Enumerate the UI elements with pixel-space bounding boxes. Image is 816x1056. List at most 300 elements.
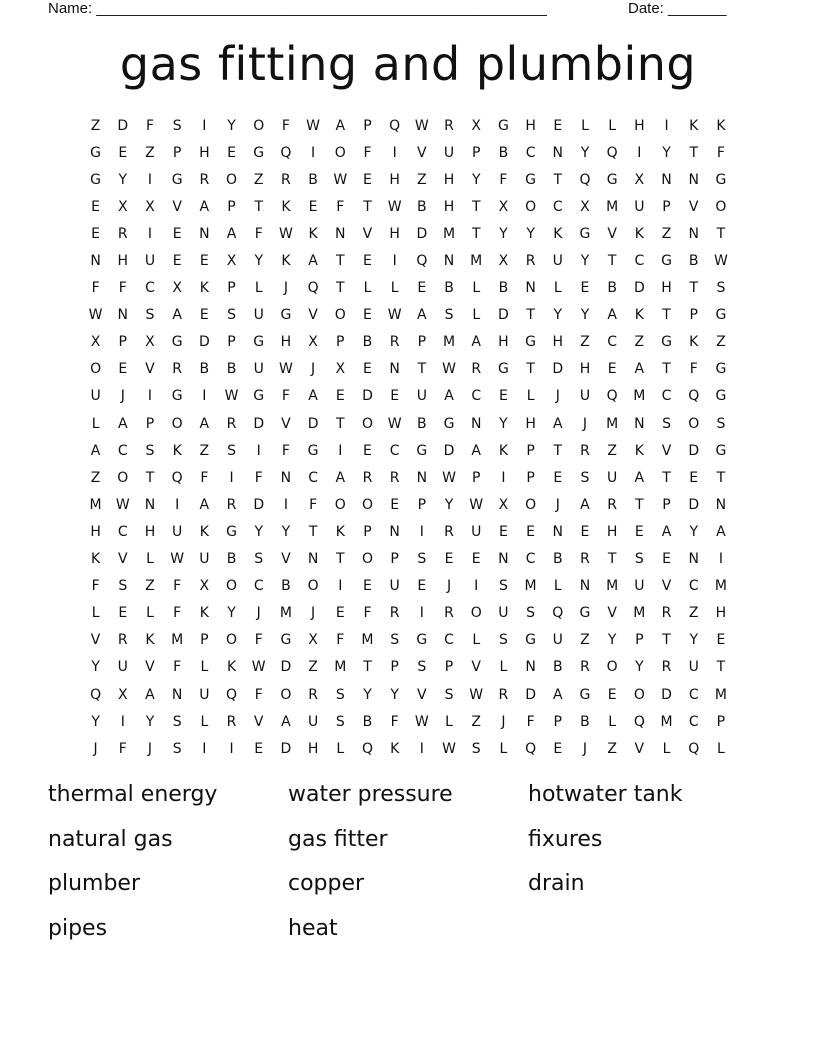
grid-letter: N (90, 253, 101, 270)
grid-letter: I (147, 225, 153, 242)
grid-letter: A (471, 442, 481, 459)
grid-letter: F (336, 632, 345, 649)
grid-letter: P (716, 713, 726, 730)
grid-letter: T (471, 198, 481, 215)
grid-letter: O (361, 415, 373, 432)
grid-letter: G (416, 632, 428, 649)
grid-letter: E (689, 469, 699, 486)
grid-letter: K (172, 442, 182, 459)
grid-letter: Z (607, 740, 617, 757)
grid-letter: E (118, 605, 128, 622)
grid-letter: W (115, 496, 130, 513)
grid-letter: X (498, 198, 509, 215)
grid-letter: S (254, 551, 264, 568)
grid-letter: R (389, 605, 400, 622)
grid-letter: O (90, 361, 102, 378)
grid-letter: Y (145, 713, 155, 730)
grid-letter: J (311, 361, 316, 378)
grid-letter: L (200, 713, 209, 730)
grid-letter: A (417, 307, 427, 324)
grid-letter: E (553, 740, 563, 757)
grid-letter: K (689, 117, 699, 134)
grid-row (82, 654, 735, 681)
grid-letter: H (443, 198, 455, 215)
grid-letter: A (580, 496, 590, 513)
grid-letter: L (91, 415, 100, 432)
grid-letter: E (363, 578, 372, 595)
grid-letter: F (390, 713, 399, 730)
grid-letter: Q (361, 740, 373, 757)
grid-letter: J (256, 605, 261, 622)
grid-letter: P (363, 523, 372, 540)
grid-letter: T (607, 551, 617, 568)
grid-letter: G (280, 632, 292, 649)
grid-letter: P (390, 551, 399, 568)
page-title: gas fitting and plumbing (119, 37, 697, 91)
grid-letter: E (526, 523, 536, 540)
grid-letter: W (414, 117, 429, 134)
grid-letter: E (444, 551, 454, 568)
grid-letter: R (281, 171, 291, 188)
grid-letter: P (526, 442, 535, 459)
grid-letter: B (281, 578, 291, 595)
grid-letter: G (525, 334, 537, 351)
word-list-item: heat (288, 915, 338, 941)
word-list-item: thermal energy (48, 782, 218, 807)
grid-letter: E (308, 198, 318, 215)
grid-letter: H (280, 334, 292, 351)
grid-letter: V (607, 225, 617, 242)
grid-letter: S (498, 632, 508, 649)
grid-letter: N (715, 496, 727, 513)
grid-letter: S (662, 415, 671, 432)
grid-letter: X (226, 253, 237, 270)
grid-letter: D (117, 117, 129, 134)
grid-letter: T (662, 632, 671, 649)
grid-letter: C (117, 442, 128, 459)
grid-letter: Q (307, 280, 319, 297)
grid-letter: Z (90, 117, 101, 134)
grid-letter: Y (91, 659, 100, 676)
grid-letter: D (307, 415, 319, 432)
grid-letter: Y (363, 686, 372, 703)
grid-letter: N (335, 225, 346, 242)
grid-letter: K (199, 523, 209, 540)
grid-letter: P (526, 469, 535, 486)
grid-letter: P (553, 713, 562, 730)
grid-letter: T (471, 225, 481, 242)
grid-letter: Q (280, 144, 292, 161)
grid-letter: B (498, 280, 509, 297)
grid-letter: E (91, 225, 101, 242)
grid-letter: Z (580, 632, 590, 649)
grid-letter: P (172, 144, 182, 161)
grid-letter: Q (688, 740, 700, 757)
grid-letter: B (552, 659, 563, 676)
grid-letter: S (417, 551, 427, 568)
grid-letter: A (199, 415, 210, 432)
grid-row (82, 573, 735, 600)
grid-letter: J (311, 605, 316, 622)
grid-letter: D (661, 686, 672, 703)
grid-letter: L (553, 280, 562, 297)
grid-letter: L (472, 632, 481, 649)
grid-letter: I (147, 388, 153, 405)
grid-letter: I (283, 496, 288, 513)
grid-letter: I (419, 605, 424, 622)
grid-letter: U (607, 469, 618, 486)
grid-letter: L (254, 280, 263, 297)
word-list-item: hotwater tank (528, 782, 683, 807)
grid-letter: Q (171, 469, 183, 486)
grid-letter: R (362, 469, 373, 486)
grid-letter: V (281, 415, 291, 432)
grid-letter: U (144, 253, 156, 270)
grid-letter: J (582, 415, 588, 432)
grid-letter: P (227, 280, 236, 297)
word-list (48, 778, 768, 956)
grid-letter: S (716, 415, 726, 432)
grid-letter: U (416, 388, 427, 405)
grid-letter: G (443, 415, 455, 432)
grid-letter: E (553, 469, 563, 486)
grid-letter: V (417, 686, 427, 703)
grid-letter: G (171, 388, 183, 405)
grid-letter: E (91, 198, 101, 215)
grid-letter: B (444, 280, 454, 297)
grid-row (82, 220, 735, 247)
grid-letter: U (199, 686, 210, 703)
grid-letter: H (715, 605, 727, 622)
grid-letter: G (497, 361, 509, 378)
grid-letter: Y (580, 307, 590, 324)
grid-letter: V (253, 713, 264, 730)
grid-letter: X (145, 198, 155, 215)
grid-letter: J (283, 280, 288, 297)
grid-letter: B (688, 253, 699, 270)
grid-letter: Z (308, 659, 318, 676)
grid-letter: J (147, 740, 153, 757)
grid-letter: E (580, 280, 590, 297)
grid-letter: N (688, 551, 699, 568)
grid-letter: V (607, 605, 617, 622)
grid-letter: Y (91, 713, 100, 730)
grid-letter: Q (579, 171, 591, 188)
grid-letter: E (199, 307, 209, 324)
grid-letter: X (308, 334, 318, 351)
grid-letter: S (145, 442, 155, 459)
grid-letter: N (498, 551, 509, 568)
grid-letter: I (392, 253, 397, 270)
grid-row (82, 627, 735, 654)
grid-letter: A (172, 307, 182, 324)
grid-letter: D (280, 740, 292, 757)
grid-letter: X (90, 334, 101, 351)
grid-letter: E (716, 632, 726, 649)
grid-letter: U (688, 659, 699, 676)
grid-letter: G (579, 686, 591, 703)
grid-letter: A (308, 388, 318, 405)
grid-letter: O (525, 198, 537, 215)
grid-letter: A (552, 686, 563, 703)
grid-letter: R (389, 334, 400, 351)
grid-letter: K (281, 198, 291, 215)
grid-letter: E (363, 171, 372, 188)
grid-letter: I (338, 442, 343, 459)
grid-letter: F (526, 713, 535, 730)
grid-letter: R (471, 361, 482, 378)
grid-letter: Y (607, 632, 617, 649)
grid-letter: F (173, 659, 182, 676)
name-field-label[interactable]: Name: ______________________________________________________ (48, 0, 547, 17)
grid-letter: D (253, 496, 265, 513)
grid-letter: E (498, 388, 508, 405)
grid-letter: B (607, 280, 617, 297)
grid-letter: F (254, 225, 263, 242)
grid-letter: P (336, 334, 345, 351)
grid-letter: S (444, 686, 454, 703)
grid-letter: K (91, 551, 101, 568)
grid-letter: D (498, 307, 509, 324)
grid-letter: B (226, 551, 237, 568)
grid-letter: R (444, 523, 454, 540)
grid-letter: F (91, 280, 100, 297)
grid-letter: L (499, 659, 508, 676)
grid-letter: P (145, 415, 155, 432)
header (48, 0, 748, 20)
grid-letter: N (199, 225, 210, 242)
grid-letter: U (552, 253, 563, 270)
grid-letter: P (471, 144, 481, 161)
grid-letter: G (525, 632, 537, 649)
grid-letter: L (363, 280, 372, 297)
grid-letter: F (173, 578, 182, 595)
grid-letter: E (607, 361, 617, 378)
grid-letter: I (229, 740, 234, 757)
grid-letter: A (552, 415, 563, 432)
grid-letter: L (608, 117, 617, 134)
grid-letter: U (172, 523, 183, 540)
grid-letter: P (662, 496, 671, 513)
grid-letter: K (716, 117, 726, 134)
grid-letter: F (173, 605, 182, 622)
grid-row (82, 546, 735, 573)
grid-letter: P (227, 334, 236, 351)
grid-letter: G (497, 117, 509, 134)
grid-letter: Z (145, 144, 155, 161)
grid-letter: I (664, 117, 669, 134)
grid-letter: Z (199, 442, 210, 459)
grid-row (82, 112, 735, 139)
grid-letter: C (444, 632, 454, 649)
grid-letter: F (336, 198, 345, 215)
grid-letter: H (634, 117, 645, 134)
grid-letter: Q (552, 605, 564, 622)
grid-letter: W (278, 225, 293, 242)
grid-letter: R (389, 469, 400, 486)
grid-letter: K (553, 225, 563, 242)
grid-letter: O (307, 578, 319, 595)
grid-letter: B (199, 361, 210, 378)
grid-letter: Q (525, 740, 537, 757)
grid-letter: E (553, 117, 563, 134)
grid-letter: Y (580, 253, 590, 270)
grid-letter: A (308, 253, 318, 270)
grid-letter: Y (662, 144, 671, 161)
grid-letter: D (443, 442, 455, 459)
grid-letter: U (389, 578, 400, 595)
grid-letter: C (525, 144, 536, 161)
grid-letter: J (93, 740, 98, 757)
grid-letter: S (471, 740, 481, 757)
grid-letter: A (199, 198, 210, 215)
grid-letter: P (471, 469, 481, 486)
grid-letter: R (172, 361, 183, 378)
grid-letter: S (444, 307, 454, 324)
grid-letter: N (661, 171, 672, 188)
grid-letter: N (688, 171, 699, 188)
grid-letter: Y (227, 117, 236, 134)
grid-letter: Y (689, 523, 698, 540)
grid-letter: K (281, 253, 291, 270)
grid-letter: H (525, 415, 536, 432)
grid-letter: Z (716, 334, 726, 351)
grid-letter: L (336, 740, 345, 757)
grid-letter: O (715, 198, 727, 215)
grid-letter: U (498, 605, 509, 622)
grid-letter: E (417, 280, 427, 297)
grid-letter: V (117, 551, 128, 568)
grid-letter: T (716, 225, 726, 242)
grid-letter: Y (390, 686, 399, 703)
grid-letter: Y (281, 523, 291, 540)
grid-letter: M (442, 334, 456, 351)
date-field-label[interactable]: Date: _______ (628, 0, 727, 17)
grid-letter: O (361, 551, 373, 568)
grid-letter: L (472, 307, 481, 324)
grid-letter: Y (689, 632, 698, 649)
grid-letter: R (525, 253, 536, 270)
grid-letter: P (390, 659, 399, 676)
grid-letter: M (660, 713, 673, 730)
grid-letter: F (499, 171, 508, 188)
grid-letter: T (662, 307, 671, 324)
grid-letter: Y (444, 496, 454, 513)
grid-row (82, 247, 735, 274)
grid-letter: O (606, 659, 618, 676)
grid-letter: B (580, 713, 590, 730)
grid-letter: J (555, 496, 560, 513)
grid-letter: M (171, 632, 184, 649)
grid-letter: R (226, 713, 237, 730)
grid-letter: M (606, 198, 619, 215)
grid-letter: W (387, 307, 402, 324)
grid-letter: O (226, 632, 238, 649)
grid-letter: F (254, 632, 263, 649)
grid-letter: T (363, 659, 372, 676)
grid-row (82, 193, 735, 220)
grid-letter: L (146, 605, 154, 622)
grid-letter: B (552, 551, 563, 568)
grid-letter: F (254, 686, 263, 703)
word-list-item: fixures (528, 826, 603, 852)
grid-letter: C (525, 551, 536, 568)
grid-letter: D (552, 361, 564, 378)
grid-letter: D (253, 415, 265, 432)
grid-letter: F (281, 117, 290, 134)
grid-row (82, 139, 735, 166)
grid-letter: K (199, 280, 209, 297)
grid-letter: Z (607, 442, 617, 459)
grid-letter: M (361, 632, 374, 649)
grid-letter: Z (688, 605, 699, 622)
grid-letter: W (224, 388, 239, 405)
grid-letter: R (117, 632, 128, 649)
grid-letter: G (715, 442, 727, 459)
grid-letter: W (469, 686, 484, 703)
grid-row (82, 464, 735, 491)
grid-letter: R (607, 496, 618, 513)
grid-letter: N (117, 307, 129, 324)
grid-letter: W (333, 171, 348, 188)
grid-letter: N (171, 686, 183, 703)
grid-letter: X (498, 253, 509, 270)
grid-letter: O (633, 686, 645, 703)
grid-letter: M (633, 388, 646, 405)
grid-letter: P (363, 117, 372, 134)
grid-letter: Q (226, 686, 238, 703)
grid-letter: F (254, 469, 263, 486)
grid-letter: T (145, 469, 155, 486)
grid-letter: T (662, 361, 671, 378)
word-search-grid (82, 112, 735, 762)
grid-letter: N (552, 523, 564, 540)
grid-letter: X (580, 198, 590, 215)
grid-letter: L (553, 578, 562, 595)
grid-letter: E (390, 496, 400, 513)
grid-letter: M (714, 578, 727, 595)
grid-letter: A (607, 307, 617, 324)
grid-letter: B (417, 198, 427, 215)
grid-letter: R (199, 171, 210, 188)
grid-letter: T (689, 280, 698, 297)
grid-letter: T (607, 253, 617, 270)
grid-letter: S (335, 713, 345, 730)
grid-letter: R (308, 686, 318, 703)
grid-letter: C (634, 253, 645, 270)
grid-letter: H (90, 523, 101, 540)
grid-letter: I (718, 551, 723, 568)
grid-letter: Z (661, 225, 672, 242)
grid-letter: R (580, 551, 590, 568)
grid-letter: V (471, 659, 481, 676)
grid-letter: X (117, 198, 128, 215)
grid-letter: Y (471, 171, 481, 188)
grid-letter: V (145, 361, 155, 378)
grid-letter: W (713, 253, 728, 270)
grid-letter: V (172, 198, 182, 215)
grid-letter: G (715, 171, 727, 188)
grid-letter: L (581, 117, 589, 134)
grid-letter: Z (471, 713, 482, 730)
grid-letter: U (552, 632, 563, 649)
grid-letter: M (89, 496, 102, 513)
grid-letter: K (308, 225, 318, 242)
grid-letter: F (118, 280, 127, 297)
grid-letter: N (525, 280, 536, 297)
grid-letter: A (444, 388, 454, 405)
grid-letter: P (444, 659, 454, 676)
